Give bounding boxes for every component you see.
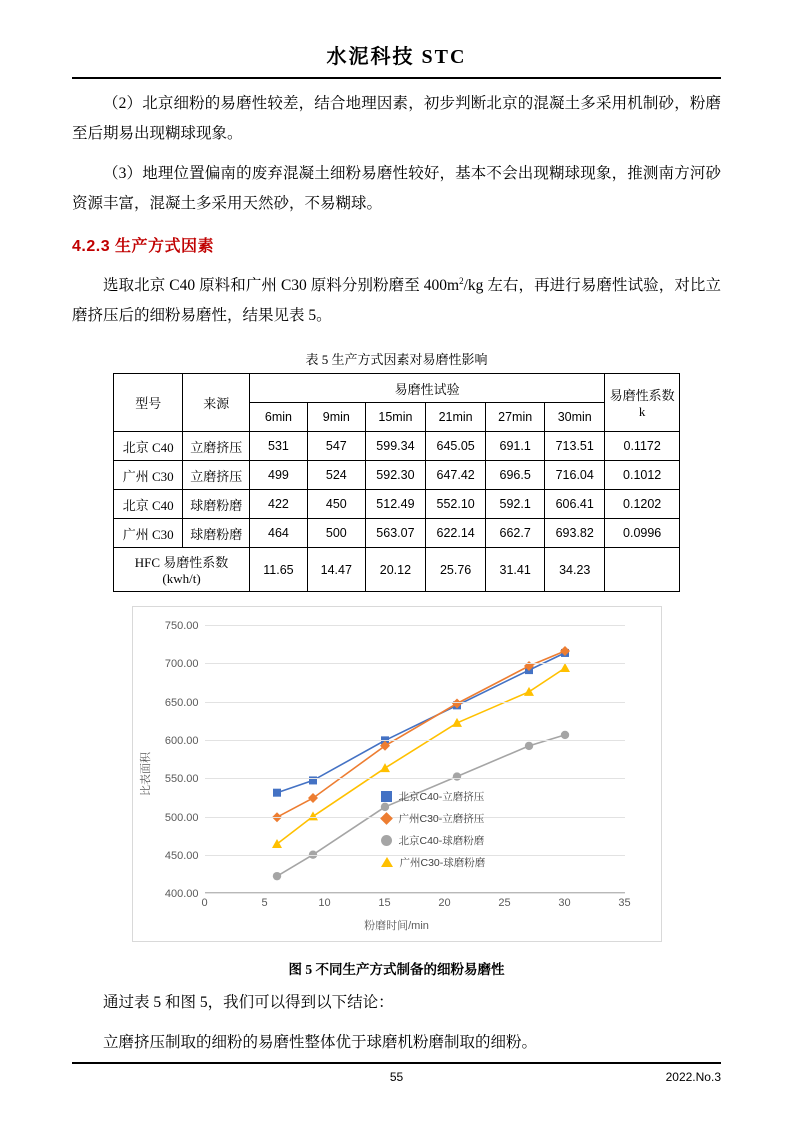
paragraph-conclusion-intro: 通过表 5 和图 5，我们可以得到以下结论：: [103, 994, 394, 1012]
legend-label: 北京C40-立磨挤压: [398, 790, 485, 803]
cell-value: 531: [250, 432, 308, 461]
paragraph-3: （3）地理位置偏南的废弃混凝土细粉易磨性较好，基本不会出现糊球现象，推测南方河砂资源丰富，混凝土多采用天然砂，不易糊球。: [72, 165, 721, 212]
cell-model: 北京 C40: [114, 432, 183, 461]
page-header: [72, 0, 721, 79]
legend-marker-triangle-icon: [381, 857, 393, 867]
chart-data-point: [308, 793, 318, 803]
cell-coefficient: 0.1202: [605, 490, 680, 519]
cell-value: 716.04: [545, 461, 605, 490]
footer-row: [72, 1070, 721, 1088]
cell-value: 31.41: [486, 548, 545, 592]
chart-data-point: [560, 731, 568, 739]
chart-y-tick: 500.00: [164, 811, 199, 824]
cell-value: 524: [307, 461, 365, 490]
chart-gridline: [164, 773, 625, 786]
cell-value: 592.30: [365, 461, 425, 490]
header-time-15min: 15min: [365, 403, 425, 432]
chart-gridline: [164, 735, 625, 747]
cell-value: 599.34: [365, 432, 425, 461]
cell-coefficient-empty: [605, 548, 680, 592]
table-row-hfc: [114, 548, 680, 592]
header-time-21min: 21min: [426, 403, 486, 432]
cell-value: 34.23: [545, 548, 605, 592]
paragraph-2: （2）北京细粉的易磨性较差，结合地理因素，初步判断北京的混凝土多采用机制砂，粉磨至后期易出现糊球现象。: [72, 95, 721, 142]
cell-value: 500: [307, 519, 365, 548]
cell-model: 广州 C30: [114, 461, 183, 490]
cell-value: 622.14: [426, 519, 486, 548]
legend-item: [381, 807, 486, 829]
legend-label: 广州C30-球磨粉磨: [399, 856, 486, 869]
legend-item: [381, 851, 486, 873]
legend-marker-diamond-icon: [380, 812, 393, 825]
header-coefficient: 易磨性系数 k: [605, 374, 680, 432]
cell-value: 547: [307, 432, 365, 461]
header-time-6min: 6min: [250, 403, 308, 432]
cell-value: 499: [250, 461, 308, 490]
header-time-9min: 9min: [307, 403, 365, 432]
cell-value: 645.05: [426, 432, 486, 461]
chart-y-tick: 600.00: [164, 735, 199, 747]
cell-coefficient: 0.1172: [605, 432, 680, 461]
legend-label: 北京C40-球磨粉磨: [398, 834, 485, 847]
issue-number: 2022.No.3: [665, 1070, 721, 1084]
chart-data-point: [560, 663, 570, 672]
legend-label: 广州C30-立磨挤压: [398, 812, 485, 825]
cell-value: 606.41: [545, 490, 605, 519]
page-number: 55: [389, 1070, 404, 1084]
header-source: 来源: [183, 374, 250, 432]
cell-source: 球磨粉磨: [183, 490, 250, 519]
cell-model: 广州 C30: [114, 519, 183, 548]
cell-value: 691.1: [486, 432, 545, 461]
cell-value: 20.12: [365, 548, 425, 592]
cell-value: 25.76: [426, 548, 486, 592]
legend-item: [381, 829, 486, 851]
chart-y-tick: 700.00: [164, 658, 199, 671]
chart-y-tick: 750.00: [164, 620, 199, 633]
cell-value: 14.47: [307, 548, 365, 592]
cell-source: 球磨粉磨: [183, 519, 250, 548]
cell-value: 552.10: [426, 490, 486, 519]
cell-source: 立磨挤压: [183, 432, 250, 461]
page-footer: [72, 1062, 721, 1088]
chart-gridline: [164, 888, 625, 901]
chart-y-tick: 550.00: [164, 773, 199, 786]
footer-divider: [72, 1062, 721, 1064]
cell-model: 北京 C40: [114, 490, 183, 519]
legend-item: [381, 785, 486, 807]
cell-coefficient: 0.0996: [605, 519, 680, 548]
chart-data-point: [524, 742, 532, 750]
chart-series-line: [277, 653, 565, 793]
cell-value: 464: [250, 519, 308, 548]
chart-y-axis-label: 比表面积: [139, 752, 152, 797]
paragraph-method-part2: /kg 左右，再进行易磨性试验，对比立磨挤压后的细粉易磨性，结果见表 5。: [72, 277, 722, 325]
section-heading-423: 4.2.3 生产方式因素: [72, 238, 215, 255]
cell-value: 693.82: [545, 519, 605, 548]
figure-caption: 图 5 不同生产方式制备的细粉易磨性: [288, 962, 505, 978]
chart-gridline: [164, 620, 625, 633]
paragraph-method-part1: 选取北京 C40 原料和广州 C30 原料分别粉磨至 400m: [103, 277, 460, 295]
grindability-chart: [132, 606, 662, 942]
cell-value: 662.7: [486, 519, 545, 548]
chart-data-point: [273, 789, 281, 797]
journal-title: 水泥科技 STC: [326, 46, 467, 68]
table-row: [114, 461, 680, 490]
table-header-row-1: [114, 374, 680, 403]
grindability-table: [113, 373, 680, 592]
chart-legend: [381, 785, 486, 873]
chart-y-tick: 450.00: [164, 849, 199, 862]
unit-superscript: 2: [459, 276, 464, 286]
cell-value: 422: [250, 490, 308, 519]
header-group-test: 易磨性试验: [250, 374, 605, 403]
chart-x-axis-label: 粉磨时间/min: [364, 920, 429, 933]
chart-data-point: [452, 772, 460, 780]
chart-data-point: [452, 718, 462, 727]
cell-value: 563.07: [365, 519, 425, 548]
chart-plot-area: 400.00 450.00 500.00 550.00 600.00 650.00 700.00 750.00 0 5 10 15 20 25 30 35: [164, 620, 631, 910]
cell-value: 512.49: [365, 490, 425, 519]
chart-data-point: [524, 687, 534, 696]
chart-y-tick: 650.00: [164, 696, 199, 709]
cell-source: 立磨挤压: [183, 461, 250, 490]
header-model: 型号: [114, 374, 183, 432]
chart-data-point: [380, 763, 390, 772]
cell-value: 713.51: [545, 432, 605, 461]
table-row: [114, 490, 680, 519]
chart-y-tick: 400.00: [164, 888, 199, 901]
table-row: [114, 519, 680, 548]
paragraph-method: [72, 266, 721, 331]
header-time-27min: 27min: [486, 403, 545, 432]
header-time-30min: 30min: [545, 403, 605, 432]
cell-value: 11.65: [250, 548, 308, 592]
cell-hfc-label: HFC 易磨性系数(kwh/t): [114, 548, 250, 592]
cell-value: 450: [307, 490, 365, 519]
cell-value: 696.5: [486, 461, 545, 490]
legend-marker-circle-icon: [381, 835, 392, 846]
legend-marker-square-icon: [381, 791, 392, 802]
chart-data-point: [272, 872, 280, 880]
paragraph-conclusion: 立磨挤压制取的细粉的易磨性整体优于球磨机粉磨制取的细粉。: [103, 1034, 538, 1052]
cell-value: 592.1: [486, 490, 545, 519]
cell-value: 647.42: [426, 461, 486, 490]
chart-gridline: [164, 696, 625, 709]
table-caption: 表 5 生产方式因素对易磨性影响: [305, 352, 488, 368]
table-row: [114, 432, 680, 461]
header-divider: [72, 77, 721, 79]
cell-coefficient: 0.1012: [605, 461, 680, 490]
chart-gridline: [164, 658, 625, 671]
